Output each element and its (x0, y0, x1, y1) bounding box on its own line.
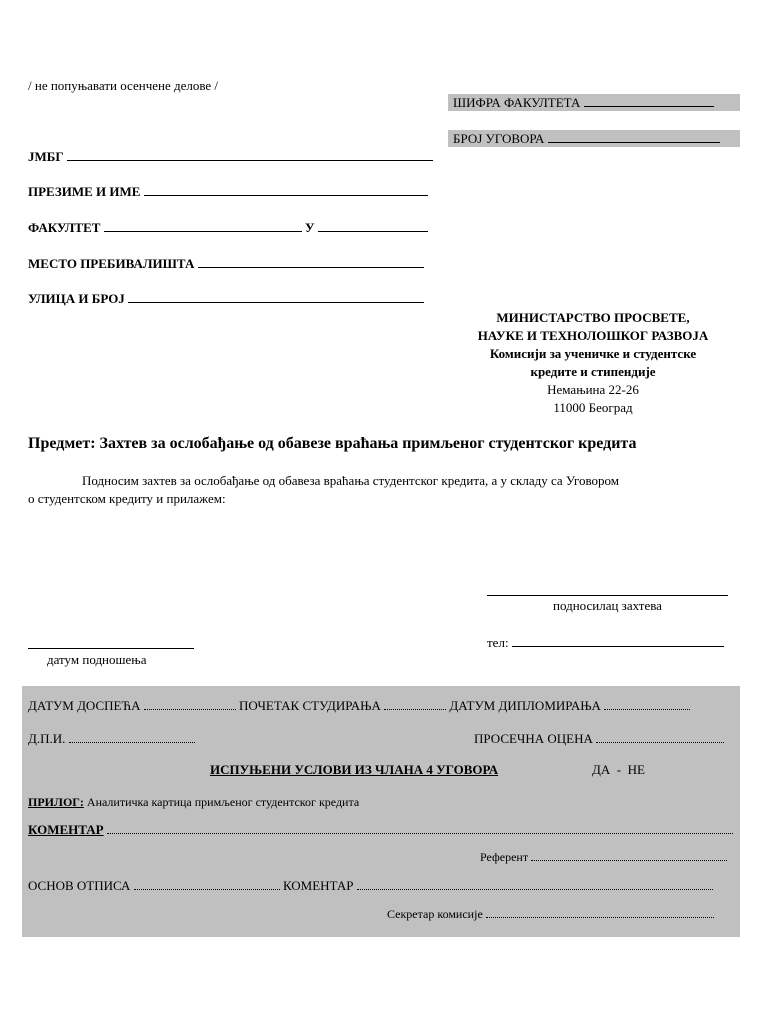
graduation-date-label: ДАТУМ ДИПЛОМИРАЊА (449, 698, 601, 713)
jmbg-row (28, 149, 433, 165)
jmbg-field[interactable] (67, 160, 433, 161)
faculty-code-field[interactable] (584, 106, 714, 107)
name-label: ПРЕЗИМЕ И ИМЕ (28, 184, 141, 199)
faculty-field[interactable] (104, 231, 302, 232)
referent-field[interactable] (531, 860, 727, 861)
name-row (28, 184, 428, 200)
residence-row (28, 256, 424, 272)
attachment-row (28, 795, 359, 810)
referent-row (480, 850, 727, 865)
street-field[interactable] (128, 302, 424, 303)
city-field[interactable] (318, 231, 428, 232)
comment-label: КОМЕНТАР (28, 822, 104, 837)
due-date-label: ДАТУМ ДОСПЕЋА (28, 698, 141, 713)
yes-no-option[interactable]: ДА - НЕ (592, 762, 645, 777)
comment2-field[interactable] (357, 889, 713, 890)
due-date-row (28, 698, 690, 714)
name-field[interactable] (144, 195, 428, 196)
residence-label: МЕСТО ПРЕБИВАЛИШТА (28, 256, 195, 271)
comment-field[interactable] (107, 833, 733, 834)
recipient-block (458, 309, 728, 417)
applicant-signature-label: подносилац захтева (553, 598, 662, 613)
faculty-code-box (448, 94, 740, 111)
graduation-date-field[interactable] (604, 709, 690, 710)
body-line2: о студентском кредиту и прилажем: (28, 491, 226, 506)
comment2-label: КОМЕНТАР (282, 878, 354, 893)
body-line1: Подносим захтев за ослобађање од обавеза враћања студентског кредита, а у складу са Уговором (82, 473, 620, 488)
recipient-line6: 11000 Београд (553, 400, 633, 415)
secretary-row (387, 907, 714, 922)
jmbg-label: ЈМБГ (28, 149, 64, 164)
referent-label: Референт (480, 850, 529, 864)
average-grade-row (474, 731, 724, 747)
city-label: У (304, 220, 315, 235)
writeoff-row (28, 878, 713, 894)
phone-label: тел: (487, 635, 509, 650)
faculty-code-label: ШИФРА ФАКУЛТЕТА (453, 95, 581, 110)
dpi-row (28, 731, 195, 747)
fill-note: / не попуњавати осенчене делове / (28, 78, 219, 93)
study-start-label: ПОЧЕТАК СТУДИРАЊА (239, 698, 381, 713)
recipient-line1: МИНИСТАРСТВО ПРОСВЕТЕ, (496, 310, 690, 325)
attachment-text: Аналитичка картица примљеног студентског кредита (86, 795, 360, 809)
study-start-field[interactable] (384, 709, 446, 710)
recipient-line2: НАУКЕ И ТЕХНОЛОШКОГ РАЗВОЈА (477, 328, 709, 343)
faculty-label: ФАКУЛТЕТ (28, 220, 101, 235)
average-grade-field[interactable] (596, 742, 724, 743)
conditions-label: ИСПУЊЕНИ УСЛОВИ ИЗ ЧЛАНА 4 УГОВОРА (210, 762, 499, 777)
recipient-line3: Комисији за ученичке и студентске (489, 346, 697, 361)
faculty-row (28, 220, 428, 236)
street-row (28, 291, 424, 307)
writeoff-basis-field[interactable] (134, 889, 280, 890)
street-label: УЛИЦА И БРОЈ (28, 291, 125, 306)
residence-field[interactable] (198, 267, 424, 268)
office-use-section (22, 686, 740, 937)
recipient-line4: кредите и стипендије (530, 364, 656, 379)
phone-field[interactable] (512, 646, 724, 647)
signature-line[interactable] (487, 595, 728, 596)
contract-number-field[interactable] (548, 142, 720, 143)
secretary-field[interactable] (486, 917, 714, 918)
subject-line: Предмет: Захтев за ослобађање од обавезе враћања примљеног студентског кредита (28, 435, 637, 452)
dpi-label: Д.П.И. (28, 731, 66, 746)
contract-number-label: БРОЈ УГОВОРА (453, 131, 545, 146)
date-line[interactable] (28, 648, 194, 649)
contract-number-box (448, 130, 740, 147)
writeoff-basis-label: ОСНОВ ОТПИСА (28, 878, 131, 893)
submission-date-label: датум подношења (47, 652, 147, 667)
comment-row (28, 822, 733, 838)
phone-row (487, 635, 724, 651)
attachment-label: ПРИЛОГ: (28, 795, 84, 809)
secretary-label: Секретар комисије (387, 907, 483, 921)
recipient-line5: Немањина 22-26 (547, 382, 639, 397)
due-date-field[interactable] (144, 709, 236, 710)
average-grade-label: ПРОСЕЧНА ОЦЕНА (474, 731, 593, 746)
dpi-field[interactable] (69, 742, 195, 743)
